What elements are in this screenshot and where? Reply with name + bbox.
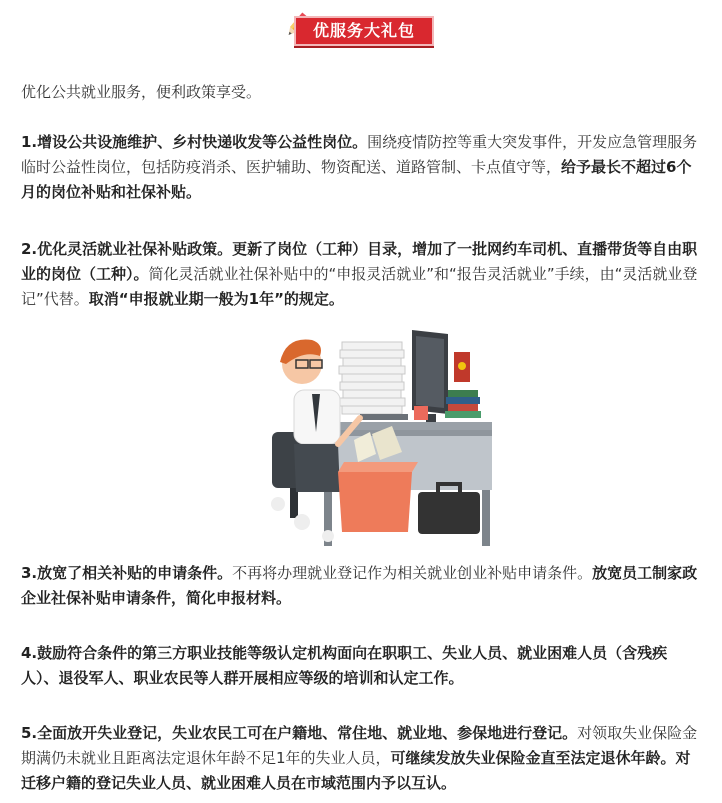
intro-text: 优化公共就业服务，便利政策享受。: [21, 83, 262, 101]
policy-item-4-heading: 4.鼓励符合条件的第三方职业技能等级认定机构面向在职职工、失业人员、就业困难人员（含残疾人）、退役军人、职业农民等人群开展相应等级的培训和认定工作。: [21, 644, 668, 687]
policy-item-2-heading: 2.优化灵活就业社保补贴政策。更新了岗位（工种）目录，增加了一批网约车司机、直播带货等自由职业的岗位（工种）。: [21, 240, 698, 283]
policy-item-2: [21, 237, 701, 312]
policy-item-5-highlight: 可继续发放失业保险金直至法定退休年龄。对迁移户籍的登记失业人员、就业困难人员在市域范围内予以互认。: [21, 749, 691, 792]
policy-item-3-heading: 3.放宽了相关补贴的申请条件。: [21, 564, 233, 582]
policy-item-5: [21, 721, 701, 796]
policy-item-1-highlight: 给予最长不超过6个月的岗位补贴和社保补贴。: [21, 158, 692, 201]
policy-item-5-body: 对领取失业保险金期满仍未就业且距离法定退休年龄不足1年的失业人员，: [21, 724, 698, 767]
badge-label: 优服务大礼包: [294, 16, 434, 46]
policy-item-1: [21, 130, 701, 205]
policy-item-1-body: 围绕疫情防控等重大突发事件，开发应急管理服务临时公益性岗位，包括防疫消杀、医护辅助、物资配送、道路管制、卡点值守等，: [21, 133, 698, 176]
policy-item-2-body: 简化灵活就业社保补贴中的“申报灵活就业”和“报告灵活就业”手续，由“灵活就业登记”代替。: [21, 265, 698, 308]
policy-item-2-highlight: 取消“申报就业期一般为1年”的规定。: [88, 290, 344, 308]
policy-item-3-body: 不再将办理就业登记作为相关就业创业补贴申请条件。: [232, 564, 593, 582]
policy-item-5-heading: 5.全面放开失业登记，失业农民工可在户籍地、常住地、就业地、参保地进行登记。: [21, 724, 578, 742]
policy-item-3-highlight: 放宽员工制家政企业社保补贴申请条件，简化申报材料。: [21, 564, 698, 607]
policy-item-4: [21, 641, 701, 691]
section-badge: [282, 10, 440, 50]
policy-item-3: [21, 561, 701, 611]
office-worker-illustration: [242, 322, 492, 548]
policy-item-1-heading: 1.增设公共设施维护、乡村快递收发等公益性岗位。: [21, 133, 368, 151]
